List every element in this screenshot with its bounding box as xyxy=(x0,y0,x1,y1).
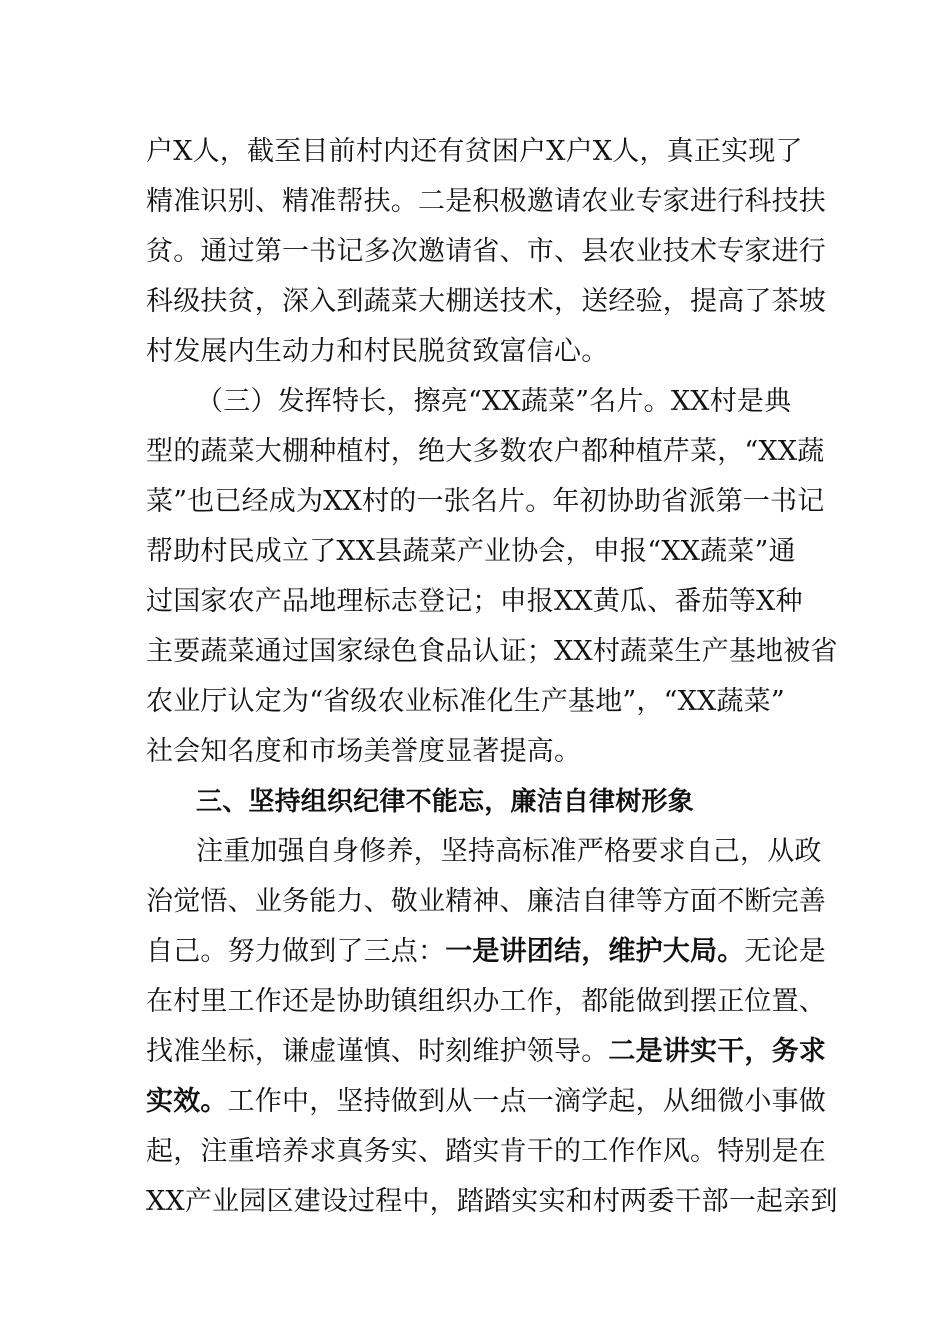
bold-point-two-end: 实效。 xyxy=(146,1086,228,1117)
paragraph-line xyxy=(146,932,827,972)
paragraph-line: 科级扶贫，深入到蔬菜大棚送技术，送经验，提高了茶坡 xyxy=(146,286,826,317)
paragraph-text: 无论是 xyxy=(744,936,827,967)
paragraph-line: 社会知名度和市场美誉度显著提高。 xyxy=(146,736,582,767)
paragraph-line: 户X人，截至目前村内还有贫困户X户X人，真正实现了 xyxy=(146,136,803,167)
paragraph-line xyxy=(146,1032,827,1072)
paragraph-line: 注重加强自身修养，坚持高标准严格要求自己，从政 xyxy=(196,836,822,867)
paragraph-line: 菜”也已经成为XX村的一张名片。年初协助省派第一书记 xyxy=(146,486,825,517)
paragraph-line: 帮助村民成立了XX县蔬菜产业协会，申报“XX蔬菜”通 xyxy=(146,536,796,567)
paragraph-line: 起，注重培养求真务实、踏实肯干的工作作风。特别是在 xyxy=(146,1136,826,1167)
paragraph-line: 贫。通过第一书记多次邀请省、市、县农业技术专家进行 xyxy=(146,236,826,267)
paragraph-line: 过国家农产品地理标志登记；申报XX黄瓜、番茄等X种 xyxy=(146,586,803,617)
paragraph-line: 精准识别、精准帮扶。二是积极邀请农业专家进行科技扶 xyxy=(146,186,826,217)
paragraph-line: 治觉悟、业务能力、敬业精神、廉洁自律等方面不断完善 xyxy=(146,886,826,917)
section-heading: 三、坚持组织纪律不能忘，廉洁自律树形象 xyxy=(196,787,694,817)
paragraph-line: 农业厅认定为“省级农业标准化生产基地”，“XX蔬菜” xyxy=(146,686,785,717)
paragraph-line: 在村里工作还是协助镇组织办工作，都能做到摆正位置、 xyxy=(146,986,826,1017)
subsection-first-line: （三）发挥特长，擦亮“XX蔬菜”名片。XX村是典 xyxy=(196,386,792,417)
paragraph-line: 型的蔬菜大棚种植村，绝大多数农户都种植芹菜，“XX蔬 xyxy=(146,436,825,467)
paragraph-line: XX产业园区建设过程中，踏踏实实和村两委干部一起亲到 xyxy=(146,1186,838,1217)
bold-point-two: 二是讲实干，务求 xyxy=(608,1036,827,1067)
paragraph-line xyxy=(146,1082,827,1122)
paragraph-line: 主要蔬菜通过国家绿色食品认证；XX村蔬菜生产基地被省 xyxy=(146,636,838,667)
paragraph-text: 自己。努力做到了三点： xyxy=(146,936,446,967)
paragraph-line: 村发展内生动力和村民脱贫致富信心。 xyxy=(146,336,609,367)
paragraph-text: 工作中，坚持做到从一点一滴学起，从细微小事做 xyxy=(227,1086,827,1117)
paragraph-text: 找准坐标，谦虚谨慎、时刻维护领导。 xyxy=(146,1036,609,1067)
bold-point-one: 一是讲团结，维护大局。 xyxy=(445,936,745,967)
